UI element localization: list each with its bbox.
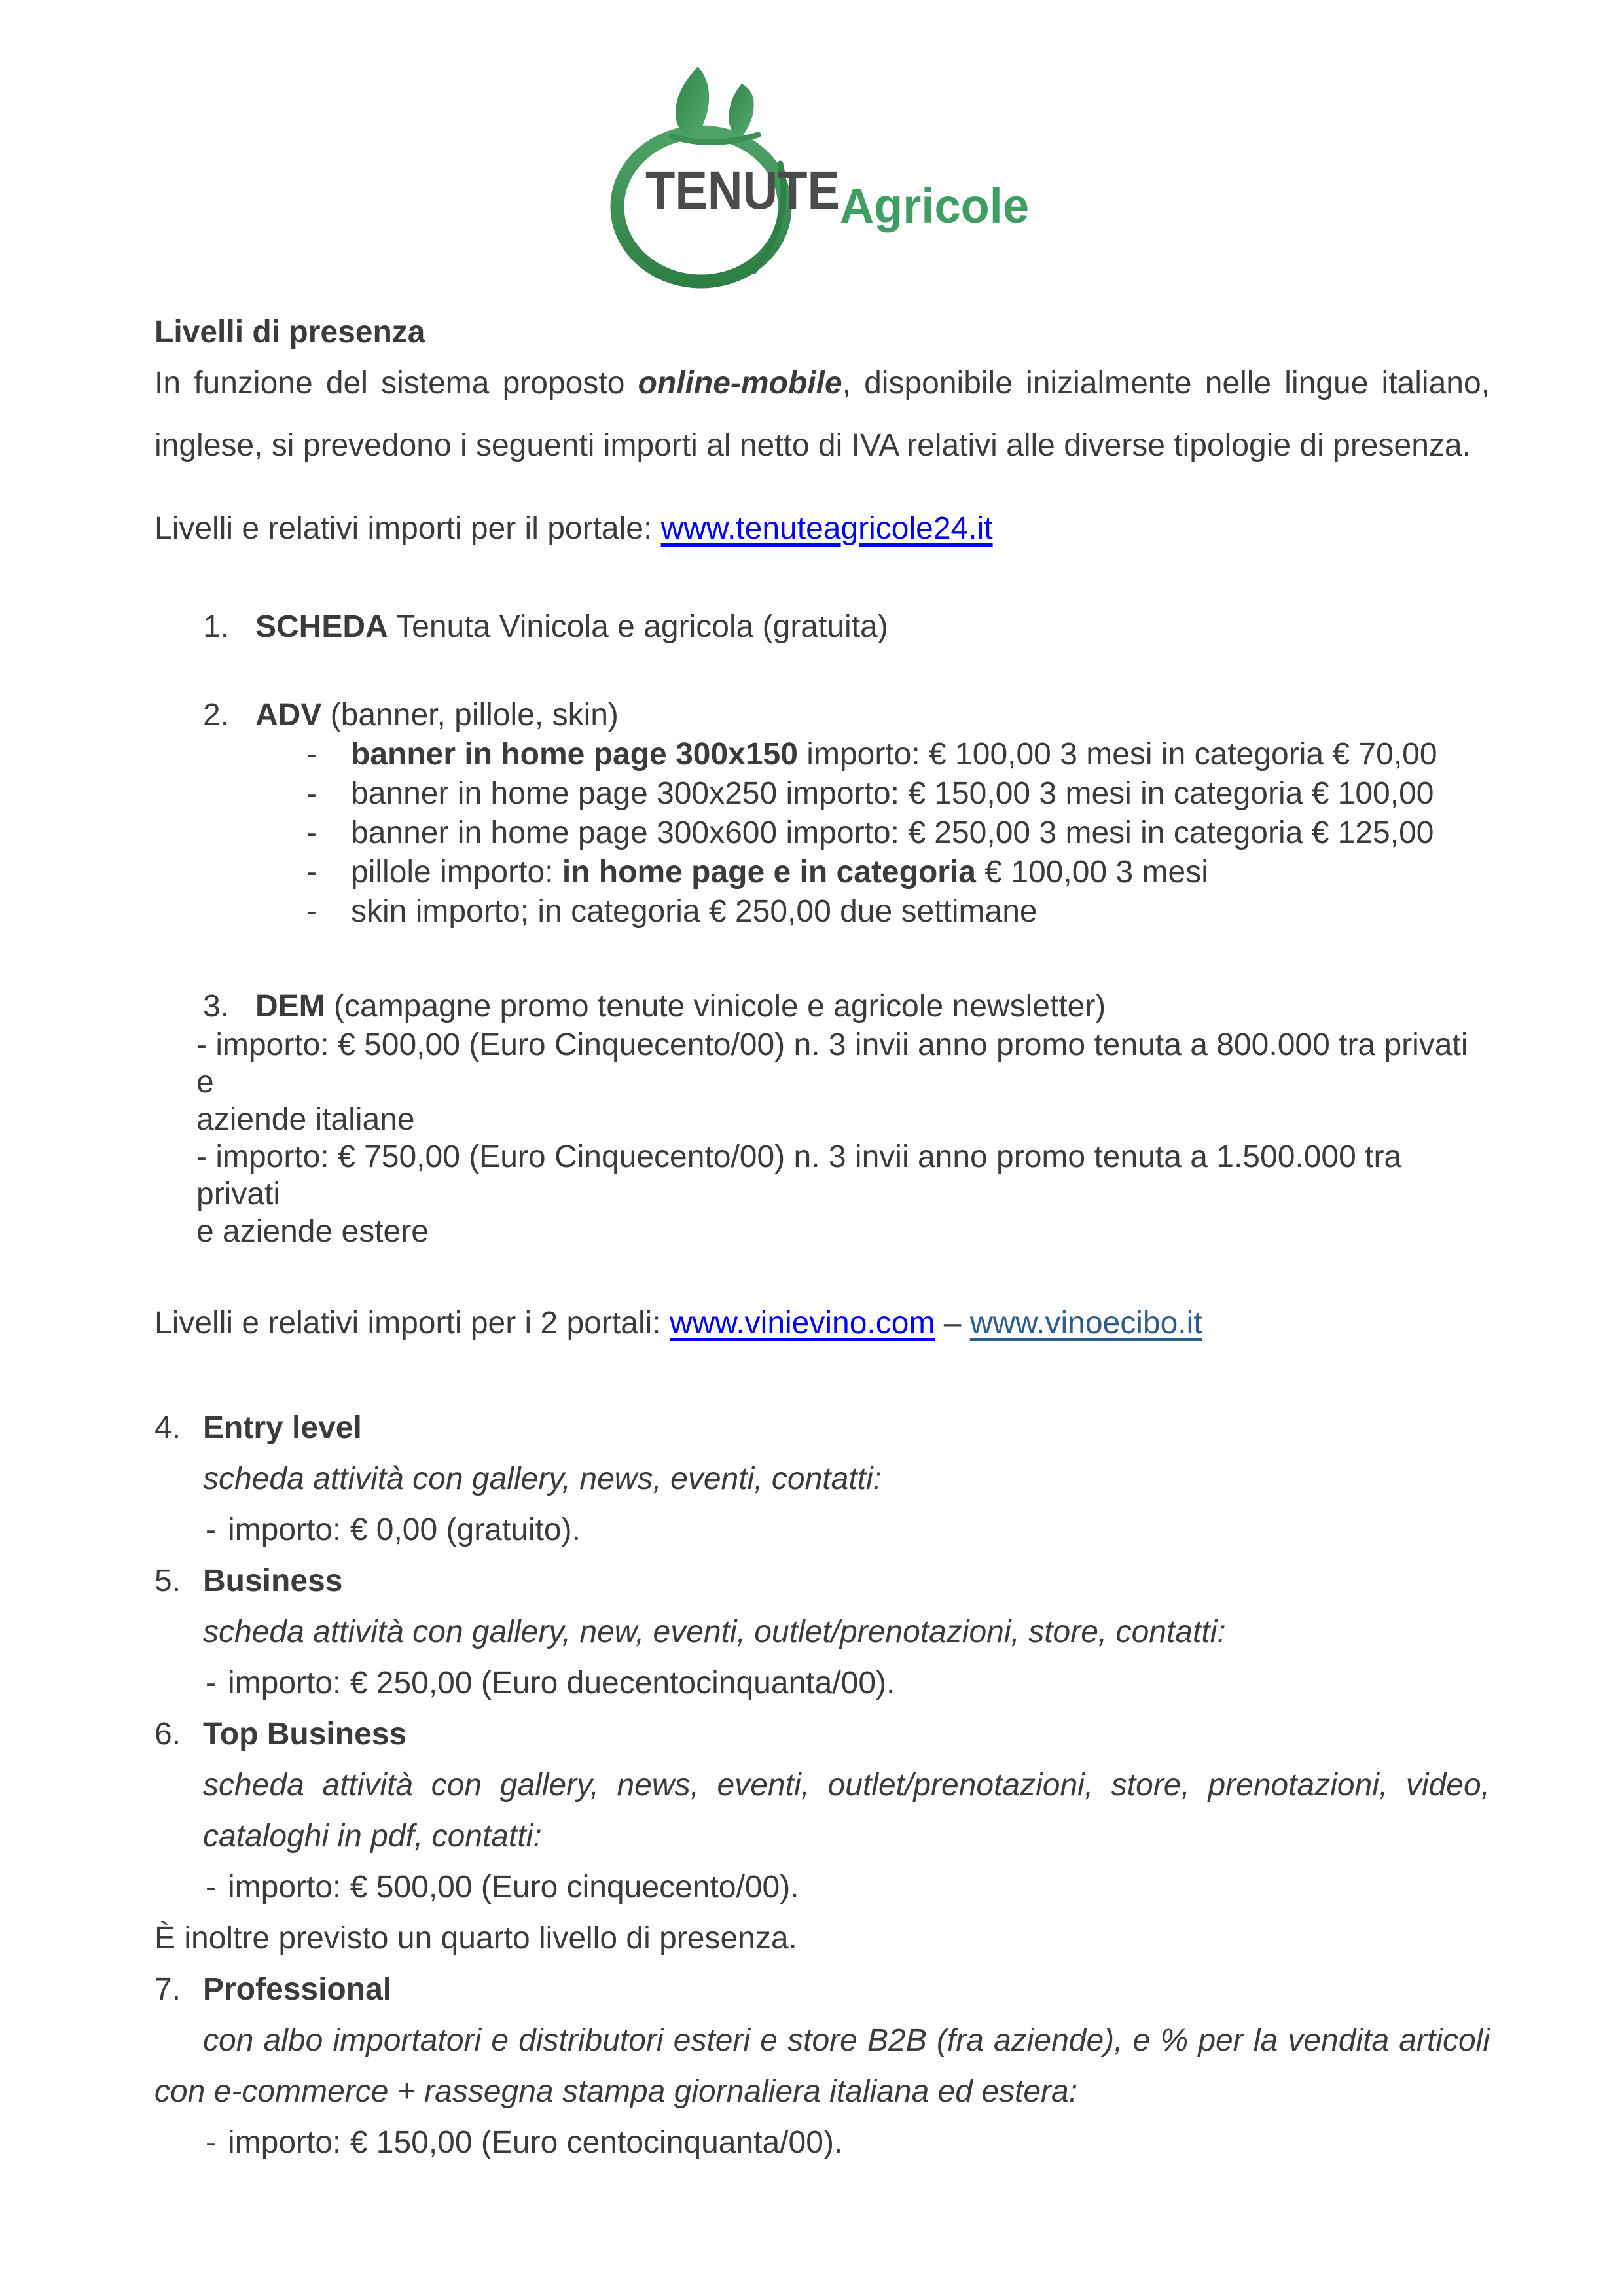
list-number: 6. (154, 1717, 181, 1751)
dash-bullet: - (206, 1666, 216, 1700)
dash-bullet: - (306, 737, 317, 772)
bullet-bold-text: banner in home page 300x150 (351, 737, 798, 772)
dash-bullet: - (206, 2125, 216, 2160)
intro-text: In funzione del sistema proposto (154, 366, 638, 401)
adv-bullet-banner-300x250 (306, 774, 1490, 814)
dem-importo-line: - importo: € 500,00 (Euro Cinquecento/00) n. 3 invii anno promo tenuta a 800.000 tra privati e (196, 1028, 1468, 1100)
level-professional-importo (206, 2123, 1490, 2162)
logo-leaf-icon (729, 84, 753, 137)
portals-line-label: Livelli e relativi importi per i 2 portali: (154, 1306, 670, 1340)
portals-line (154, 1304, 1490, 1343)
intro-text: , disponibile inizialmente nelle lingue italiano, (842, 366, 1490, 401)
level-professional-desc-line1: con albo importatori e distributori esteri e store B2B (fra aziende), e % per la vendita articoli (203, 2023, 1490, 2058)
level-professional-title (154, 1970, 1490, 2009)
intro-paragraph-line2: inglese, si prevedono i seguenti importi al netto di IVA relativi alle diverse tipologie di presenza. (154, 428, 1471, 463)
level-entry-importo (206, 1511, 1490, 1550)
level-title-text: Top Business (203, 1717, 407, 1751)
dash-bullet: - (206, 1870, 216, 1905)
portal-line-label: Livelli e relativi importi per il portale: (154, 511, 661, 546)
list-number: 7. (154, 1972, 181, 2007)
level-top-business-importo (206, 1868, 1490, 1907)
scheda-label: SCHEDA (255, 609, 388, 644)
bullet-bold-text: in home page e in categoria (562, 855, 976, 889)
logo-graphic (600, 58, 1045, 293)
bullet-text: banner in home page 300x600 importo: € 250,00 3 mesi in categoria € 125,00 (351, 816, 1434, 850)
list-number: 4. (154, 1410, 181, 1445)
link-separator: – (935, 1306, 970, 1340)
importo-text: importo: € 0,00 (gratuito). (228, 1513, 581, 1547)
adv-bullet-skin (306, 892, 1490, 931)
dash-bullet: - (306, 816, 317, 850)
link-vinoecibo[interactable]: www.vinoecibo.it (969, 1306, 1202, 1340)
bullet-text: pillole importo: (351, 855, 562, 889)
dash-bullet: - (306, 894, 317, 929)
page-title: Livelli di presenza (154, 315, 425, 350)
tenute-agricole-logo (600, 58, 1045, 293)
importo-text: importo: € 150,00 (Euro centocinquanta/00). (228, 2125, 843, 2160)
link-tenuteagricole24[interactable]: www.tenuteagricole24.it (660, 511, 993, 546)
fourth-level-note: È inoltre previsto un quarto livello di presenza. (154, 1921, 797, 1956)
level-title-text: Business (203, 1564, 343, 1598)
bullet-text: skin importo; in categoria € 250,00 due settimane (351, 894, 1038, 929)
dem-text: (campagne promo tenute vinicole e agricole newsletter) (325, 989, 1106, 1024)
level-top-business-desc-line1: scheda attività con gallery, news, eventi, outlet/prenotazioni, store, prenotazioni, video, (203, 1768, 1490, 1803)
scheda-text: Tenuta Vinicola e agricola (gratuita) (388, 609, 888, 644)
dash-bullet: - (306, 776, 317, 811)
level-business-desc: scheda attività con gallery, new, eventi, outlet/prenotazioni, store, contatti: (203, 1615, 1226, 1649)
dash-bullet: - (206, 1513, 216, 1547)
dem-importo-line: - importo: € 750,00 (Euro Cinquecento/00) n. 3 invii anno promo tenuta a 1.500.000 tra privati (196, 1139, 1402, 1211)
dash-bullet: - (306, 855, 317, 889)
level-business-title (154, 1562, 1490, 1601)
intro-paragraph-line1 (154, 352, 1490, 414)
adv-bullet-pillole (306, 853, 1490, 892)
bullet-text: banner in home page 300x250 importo: € 150,00 3 mesi in categoria € 100,00 (351, 776, 1434, 811)
level-business-importo (206, 1664, 1490, 1703)
adv-bullet-banner-300x150 (306, 735, 1490, 774)
list-item-adv (203, 696, 1490, 735)
intro-online-mobile: online-mobile (638, 366, 842, 401)
dem-label: DEM (255, 989, 325, 1024)
list-number: 5. (154, 1564, 181, 1598)
adv-text: (banner, pillole, skin) (321, 698, 619, 732)
level-title-text: Entry level (203, 1410, 362, 1445)
link-vinievino[interactable]: www.vinievino.com (669, 1306, 935, 1340)
logo-text-tenute: TENUTE (645, 161, 840, 221)
level-entry-desc: scheda attività con gallery, news, eventi, contatti: (203, 1462, 882, 1496)
list-item-scheda (203, 607, 1490, 647)
logo-text-agricole: Agricole (840, 179, 1029, 233)
level-entry-title (154, 1408, 1490, 1448)
level-professional-desc-line2: con e-commerce + rassegna stampa giornaliera italiana ed estera: (154, 2074, 1078, 2109)
importo-text: importo: € 250,00 (Euro duecentocinquanta/00). (228, 1666, 895, 1700)
adv-bullet-banner-300x600 (306, 814, 1490, 853)
importo-text: importo: € 500,00 (Euro cinquecento/00). (228, 1870, 799, 1905)
level-title-text: Professional (203, 1972, 392, 2007)
portal-line (154, 509, 1490, 548)
level-top-business-title (154, 1715, 1490, 1754)
adv-label: ADV (255, 698, 322, 732)
list-item-dem (203, 987, 1490, 1026)
list-number: 2. (203, 698, 230, 732)
bullet-text: importo: € 100,00 3 mesi in categoria € 70,00 (797, 737, 1437, 772)
dem-importo-line: e aziende estere (196, 1214, 429, 1249)
list-number: 3. (203, 989, 230, 1024)
list-number: 1. (203, 609, 230, 644)
bullet-text: € 100,00 3 mesi (975, 855, 1208, 889)
level-top-business-desc-line2: cataloghi in pdf, contatti: (203, 1819, 542, 1854)
dem-importo-line: aziende italiane (196, 1102, 415, 1137)
